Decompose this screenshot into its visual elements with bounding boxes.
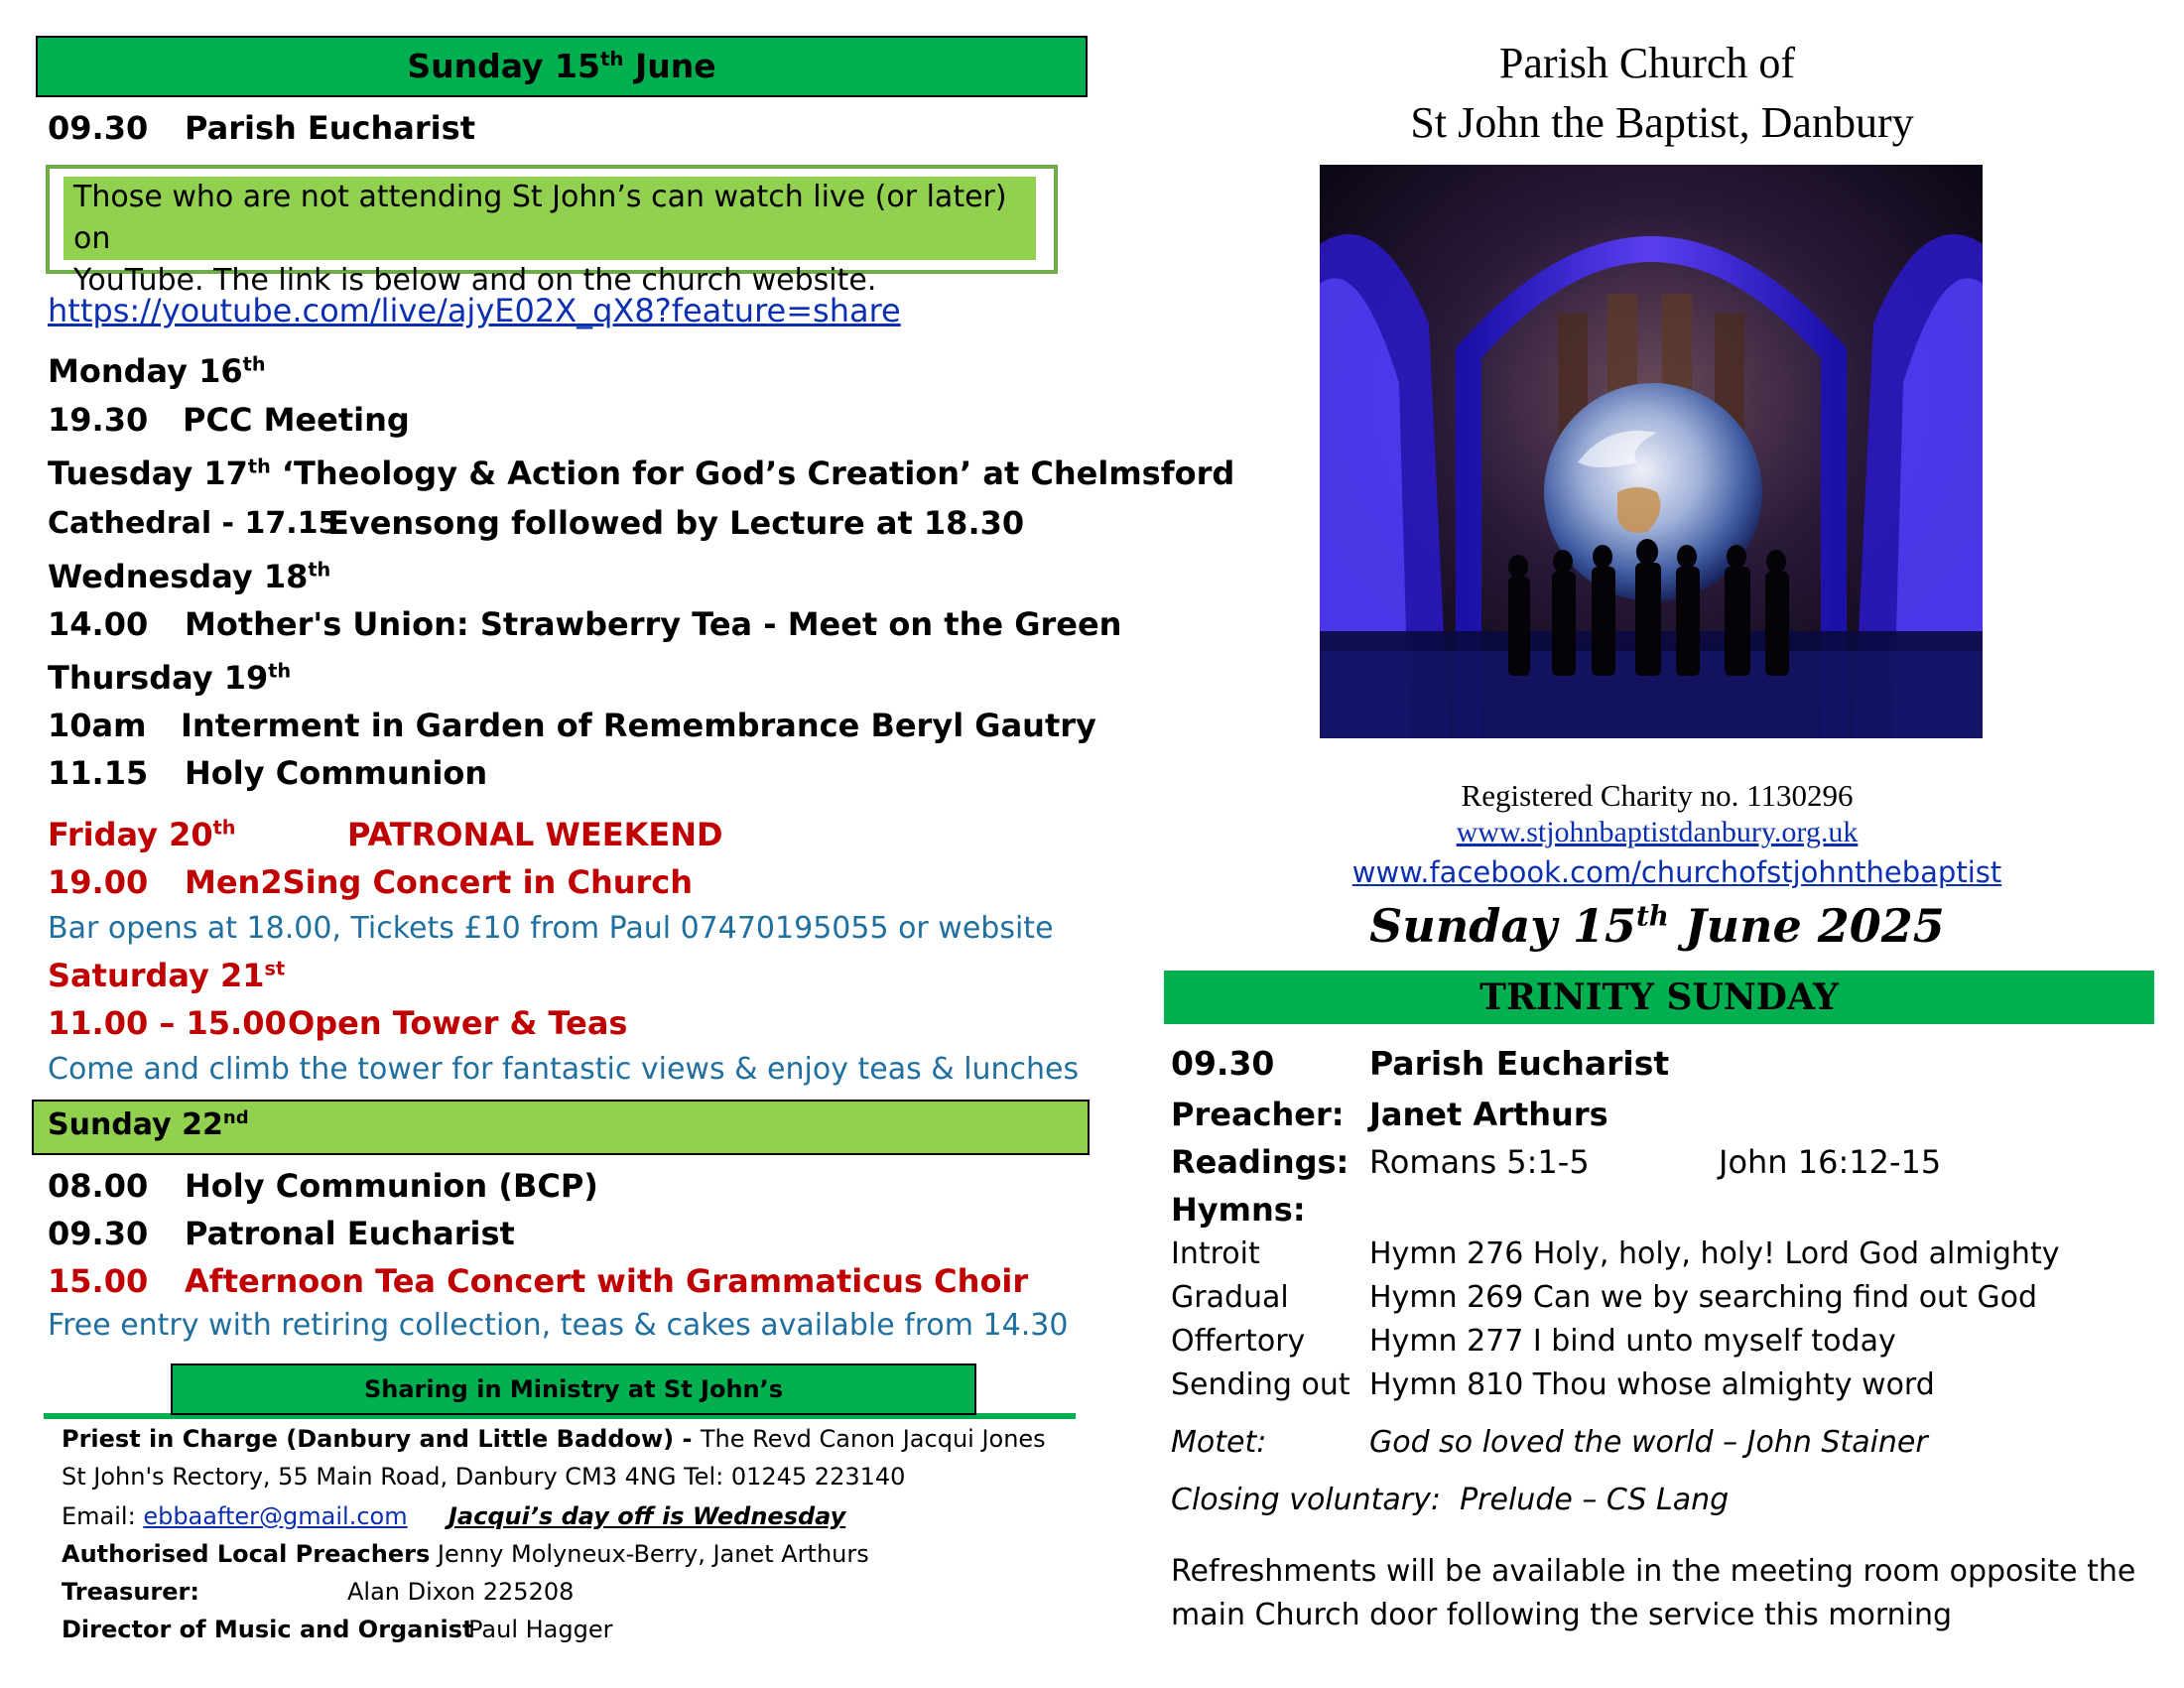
hymn-title: Hymn 277 I bind unto myself today [1369, 1324, 1896, 1359]
tuesday-line1: Tuesday 17th ‘Theology & Action for God’s Creation’ at Chelmsford [48, 454, 1235, 492]
ministry-email-line: Email: ebbaafter@gmail.com [62, 1502, 408, 1530]
sunday-header-banner [36, 36, 1088, 97]
hymn-part: Sending out [1171, 1367, 1350, 1402]
service-date: Sunday 15th June 2025 [1369, 899, 1945, 953]
cathedral-earth-photo [1320, 165, 1983, 738]
sunday22-time1: 08.00 [48, 1167, 149, 1205]
hymns-label: Hymns: [1171, 1191, 1306, 1229]
wednesday-day: Wednesday 18th [48, 558, 331, 595]
ministry-treasurer-label: Treasurer: [62, 1578, 199, 1606]
hymn-title: Hymn 269 Can we by searching find out God [1369, 1280, 2038, 1315]
hymn-part: Offertory [1171, 1324, 1306, 1359]
sunday22-time2: 09.30 [48, 1215, 149, 1252]
friday-event: Men2Sing Concert in Church [185, 863, 694, 901]
ministry-treasurer: Alan Dixon 225208 [347, 1578, 575, 1606]
motet-value: God so loved the world – John Stainer [1369, 1425, 1928, 1460]
friday-note: Bar opens at 18.00, Tickets £10 from Paul 07470195055 or website [48, 911, 1054, 946]
hymn-part: Gradual [1171, 1280, 1289, 1315]
friday-label: PATRONAL WEEKEND [347, 816, 723, 853]
saturday-time: 11.00 – 15.00 [48, 1004, 287, 1042]
right-service-time: 09.30 [1171, 1044, 1275, 1083]
friday-time: 19.00 [48, 863, 149, 901]
sunday-service-time: 09.30 [48, 109, 149, 147]
refreshments-line1: Refreshments will be available in the meeting room opposite the [1171, 1554, 2136, 1589]
sunday-header-rest: June [623, 47, 716, 85]
thursday-time2: 11.15 [48, 754, 149, 792]
readings-label: Readings: [1171, 1143, 1349, 1181]
saturday-day: Saturday 21st [48, 957, 286, 994]
wednesday-time: 14.00 [48, 605, 149, 643]
website-link[interactable]: www.stjohnbaptistdanbury.org.uk [1456, 816, 1859, 848]
sunday-header-sup: th [599, 48, 624, 70]
ministry-day-off: Jacqui’s day off is Wednesday [449, 1502, 846, 1530]
tuesday-line2a: Cathedral - 17.15 [48, 506, 339, 541]
tuesday-line2b: Evensong followed by Lecture at 18.30 [327, 504, 1025, 542]
thursday-time1: 10am [48, 707, 147, 744]
sunday22-event1: Holy Communion (BCP) [185, 1167, 598, 1205]
youtube-note-line1: Those who are not attending St John’s can watch live (or later) on [73, 180, 1007, 256]
church-title-line1: Parish Church of [1498, 39, 1796, 87]
hymn-part: Introit [1171, 1236, 1260, 1271]
ministry-email-link[interactable]: ebbaafter@gmail.com [143, 1502, 408, 1530]
occasion-banner [1164, 971, 2154, 1024]
youtube-note-line2: YouTube. The link is below and on the church website. [73, 263, 877, 298]
sunday22-banner [32, 1100, 1090, 1155]
sunday22-event2: Patronal Eucharist [185, 1215, 515, 1252]
sunday-header-day: Sunday 15 [407, 47, 600, 85]
preacher-label: Preacher: [1171, 1096, 1345, 1133]
sunday22-note: Free entry with retiring collection, teas & cakes available from 14.30 [48, 1308, 1069, 1343]
ministry-music: Paul Hagger [468, 1616, 613, 1643]
monday-time: 19.30 [48, 401, 149, 439]
youtube-link[interactable]: https://youtube.com/live/ajyE02X_qX8?feature=share [48, 292, 901, 329]
church-title-line2: St John the Baptist, Danbury [1410, 98, 1914, 147]
hymn-title: Hymn 810 Thou whose almighty word [1369, 1367, 1935, 1402]
hymn-title: Hymn 276 Holy, holy, holy! Lord God almighty [1369, 1236, 2060, 1271]
reading-second: John 16:12-15 [1719, 1143, 1942, 1181]
thursday-day: Thursday 19th [48, 659, 292, 697]
refreshments-line2: main Church door following the service this morning [1171, 1598, 1953, 1632]
friday-day: Friday 20th [48, 816, 236, 853]
occasion-title: TRINITY SUNDAY [1479, 976, 1839, 1018]
monday-day: Monday 16th [48, 352, 266, 390]
youtube-note-box [46, 165, 1058, 298]
facebook-link[interactable]: www.facebook.com/churchofstjohnthebaptist [1351, 855, 2002, 889]
sunday22-event3: Afternoon Tea Concert with Grammaticus Choir [185, 1262, 1029, 1300]
ministry-preachers: Authorised Local Preachers Jenny Molyneux-Berry, Janet Arthurs [62, 1540, 869, 1568]
saturday-event: Open Tower & Teas [288, 1004, 628, 1042]
thursday-event2: Holy Communion [185, 754, 488, 792]
youtube-note-fill [64, 177, 1036, 298]
sunday22-day: Sunday 22nd [48, 1107, 249, 1142]
saturday-note: Come and climb the tower for fantastic views & enjoy teas & lunches [48, 1052, 1080, 1087]
wednesday-event: Mother's Union: Strawberry Tea - Meet on the Green [185, 605, 1122, 643]
right-service-name: Parish Eucharist [1369, 1044, 1670, 1083]
charity-number: Registered Charity no. 1130296 [1461, 778, 1854, 813]
voluntary-line: Closing voluntary: Prelude – CS Lang [1171, 1483, 1730, 1517]
motet-label: Motet: [1171, 1425, 1267, 1460]
thursday-event1: Interment in Garden of Remembrance Beryl Gautry [181, 707, 1096, 744]
sunday22-time3: 15.00 [48, 1262, 149, 1300]
ministry-music-label: Director of Music and Organist [62, 1616, 474, 1643]
reading-first: Romans 5:1-5 [1369, 1143, 1590, 1181]
ministry-priest: Priest in Charge (Danbury and Little Baddow) - The Revd Canon Jacqui Jones [62, 1425, 1046, 1453]
sunday-service-name: Parish Eucharist [185, 109, 475, 147]
monday-event: PCC Meeting [183, 401, 410, 439]
ministry-address: St John's Rectory, 55 Main Road, Danbury CM3 4NG Tel: 01245 223140 [62, 1463, 906, 1491]
ministry-title: Sharing in Ministry at St John’s [171, 1363, 976, 1415]
preacher-name: Janet Arthurs [1369, 1096, 1608, 1133]
